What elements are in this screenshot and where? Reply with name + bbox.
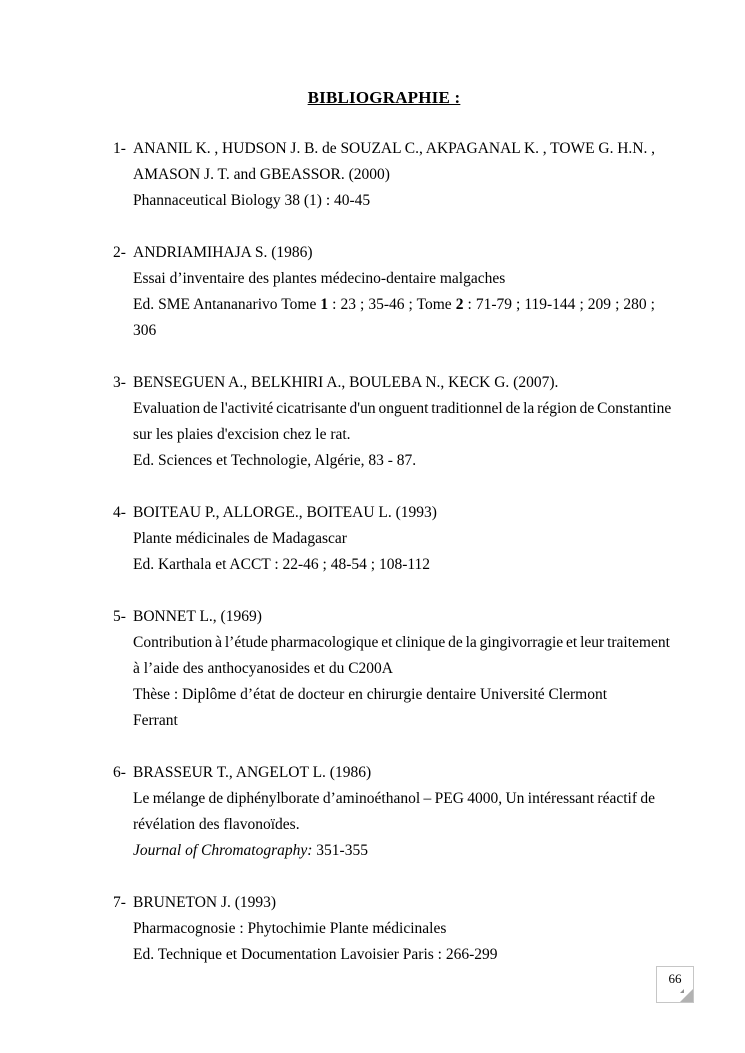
entry-number: 3- xyxy=(113,374,126,391)
page-number-badge xyxy=(656,966,694,1003)
entry-line xyxy=(133,266,655,292)
bibliography-list xyxy=(113,136,672,968)
bibliography-entry xyxy=(113,890,655,968)
entry-number: 7- xyxy=(113,894,126,911)
text: Ed. Karthala et ACCT : 22-46 ; 48-54 ; 108-112 xyxy=(133,556,431,573)
entry-line xyxy=(133,812,655,838)
text: révélation des flavonoïdes. xyxy=(133,816,300,833)
text: ANANIL K. , HUDSON J. B. de SOUZAL C., AKPAGANAL K. , TOWE G. H.N. , xyxy=(133,140,655,157)
entry-body xyxy=(133,136,655,214)
entry-number: 4- xyxy=(113,504,126,521)
text: 306 xyxy=(133,322,157,339)
folded-corner-icon xyxy=(680,989,693,1002)
text: BRUNETON J. (1993) xyxy=(133,894,277,911)
bibliography-entry xyxy=(113,500,655,578)
entry-number: 5- xyxy=(113,608,126,625)
entry-line xyxy=(133,760,655,786)
text: sur les plaies d'excision chez le rat. xyxy=(133,426,351,443)
text: Plante médicinales de Madagascar xyxy=(133,530,347,547)
entry-line xyxy=(133,422,655,448)
entry-body xyxy=(133,370,672,474)
entry-line xyxy=(133,396,672,422)
text: Thèse : Diplôme d’état de docteur en chirurgie dentaire Université Clermont Ferrant xyxy=(133,686,608,729)
entry-line xyxy=(133,604,655,630)
text: Contribution à l’étude pharmacologique et clinique de la gingivorragie et leur traitement xyxy=(133,634,670,651)
entry-line xyxy=(133,552,655,578)
entry-line xyxy=(133,240,655,266)
text: Ed. Sciences et Technologie, Algérie, 83 - 87. xyxy=(133,452,417,469)
text: BENSEGUEN A., BELKHIRI A., BOULEBA N., KECK G. (2007). xyxy=(133,374,559,391)
entry-number: 1- xyxy=(113,140,126,157)
text: Ed. Technique et Documentation Lavoisier Paris : 266-299 xyxy=(133,946,498,963)
entry-line xyxy=(133,500,655,526)
entry-line xyxy=(133,656,655,682)
text: Ed. SME Antananarivo Tome xyxy=(133,296,321,313)
bibliography-entry xyxy=(113,760,655,864)
text: Le mélange de diphénylborate d’aminoéthanol – PEG 4000, Un intéressant réactif de xyxy=(133,790,655,807)
entry-line xyxy=(133,448,655,474)
text: AMASON J. T. and GBEASSOR. (2000) xyxy=(133,166,390,183)
entry-number: 6- xyxy=(113,764,126,781)
entry-line xyxy=(133,916,655,942)
text: BONNET L., (1969) xyxy=(133,608,262,625)
entry-line xyxy=(133,162,655,188)
entry-line xyxy=(133,630,670,656)
text: Evaluation de l'activité cicatrisante d'un onguent traditionnel de la région de Constantine xyxy=(133,400,672,417)
entry-line xyxy=(133,526,655,552)
page-title: BIBLIOGRAPHIE : xyxy=(307,88,461,107)
text: à l’aide des anthocyanosides et du C200A xyxy=(133,660,393,677)
text: ANDRIAMIHAJA S. (1986) xyxy=(133,244,313,261)
text: Essai d’inventaire des plantes médecino-dentaire malgaches xyxy=(133,270,506,287)
bold-text: 1 xyxy=(320,296,329,313)
entry-body xyxy=(133,760,655,864)
text: Phannaceutical Biology 38 (1) : 40-45 xyxy=(133,192,371,209)
page-number: 66 xyxy=(668,971,682,986)
bold-text: 2 xyxy=(455,296,464,313)
entry-body xyxy=(133,890,655,968)
text: BRASSEUR T., ANGELOT L. (1986) xyxy=(133,764,372,781)
entry-line xyxy=(133,786,655,812)
entry-line xyxy=(133,188,655,214)
bibliography-entry xyxy=(113,136,655,214)
text-block xyxy=(113,88,672,994)
italic-text: Journal of Chromatography: xyxy=(133,842,313,859)
entry-number: 2- xyxy=(113,244,126,261)
entry-line xyxy=(133,838,655,864)
bibliography-entry xyxy=(113,370,672,474)
text: : 71-79 ; 119-144 ; 209 ; 280 ; xyxy=(463,296,655,313)
entry-line xyxy=(133,942,655,968)
text: Pharmacognosie : Phytochimie Plante médicinales xyxy=(133,920,447,937)
bibliography-entry xyxy=(113,604,670,734)
entry-line xyxy=(133,370,655,396)
bibliography-entry xyxy=(113,240,655,344)
entry-line xyxy=(133,318,655,344)
text: BOITEAU P., ALLORGE., BOITEAU L. (1993) xyxy=(133,504,437,521)
text: : 23 ; 35-46 ; Tome xyxy=(328,296,456,313)
text: 351-355 xyxy=(312,842,368,859)
entry-body xyxy=(133,604,670,734)
entry-line xyxy=(133,890,655,916)
entry-body xyxy=(133,500,655,578)
entry-line xyxy=(133,292,655,318)
entry-line xyxy=(133,682,655,734)
entry-line xyxy=(133,136,655,162)
entry-body xyxy=(133,240,655,344)
